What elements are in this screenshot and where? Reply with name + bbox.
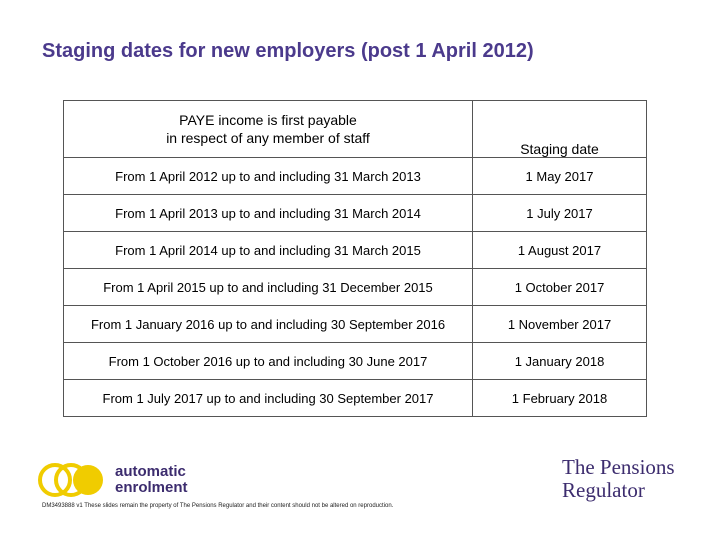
- period-cell: From 1 April 2013 up to and including 31 March 2014: [64, 195, 473, 232]
- ae-line1: automatic: [115, 463, 186, 480]
- slide-title: Staging dates for new employers (post 1 April 2012): [42, 40, 534, 62]
- date-cell: 1 November 2017: [473, 306, 647, 343]
- table-row: [64, 232, 647, 269]
- tpr-line2: Regulator: [562, 478, 645, 502]
- period-cell: From 1 July 2017 up to and including 30 September 2017: [64, 380, 473, 417]
- table-header-row: [64, 101, 647, 158]
- footnote: DM3493888 v1 These slides remain the property of The Pensions Regulator and their content should not be altered on reproduction.: [42, 503, 394, 509]
- date-cell: 1 July 2017: [473, 195, 647, 232]
- header-staging-date: Staging date: [473, 101, 647, 158]
- table-row: [64, 269, 647, 306]
- table-row: [64, 343, 647, 380]
- date-cell: 1 October 2017: [473, 269, 647, 306]
- table-row: [64, 380, 647, 417]
- period-cell: From 1 October 2016 up to and including 30 June 2017: [64, 343, 473, 380]
- ae-wordmark: [115, 464, 188, 496]
- ae-line2: enrolment: [115, 479, 188, 496]
- period-cell: From 1 January 2016 up to and including 30 September 2016: [64, 306, 473, 343]
- period-cell: From 1 April 2015 up to and including 31 December 2015: [64, 269, 473, 306]
- staging-dates-table: [63, 100, 647, 417]
- header-paye-line1: PAYE income is first payable: [179, 112, 357, 128]
- tpr-line1: The Pensions: [562, 455, 675, 479]
- date-cell: 1 February 2018: [473, 380, 647, 417]
- ae-circles-icon: [38, 463, 106, 497]
- header-paye-line2: in respect of any member of staff: [166, 130, 370, 146]
- table-row: [64, 306, 647, 343]
- date-cell: 1 January 2018: [473, 343, 647, 380]
- date-cell: 1 May 2017: [473, 158, 647, 195]
- date-cell: 1 August 2017: [473, 232, 647, 269]
- period-cell: From 1 April 2012 up to and including 31 March 2013: [64, 158, 473, 195]
- automatic-enrolment-logo: [38, 460, 198, 500]
- header-paye: [64, 101, 473, 158]
- pensions-regulator-logo: [562, 456, 675, 502]
- period-cell: From 1 April 2014 up to and including 31 March 2015: [64, 232, 473, 269]
- table-row: [64, 195, 647, 232]
- table-row: [64, 158, 647, 195]
